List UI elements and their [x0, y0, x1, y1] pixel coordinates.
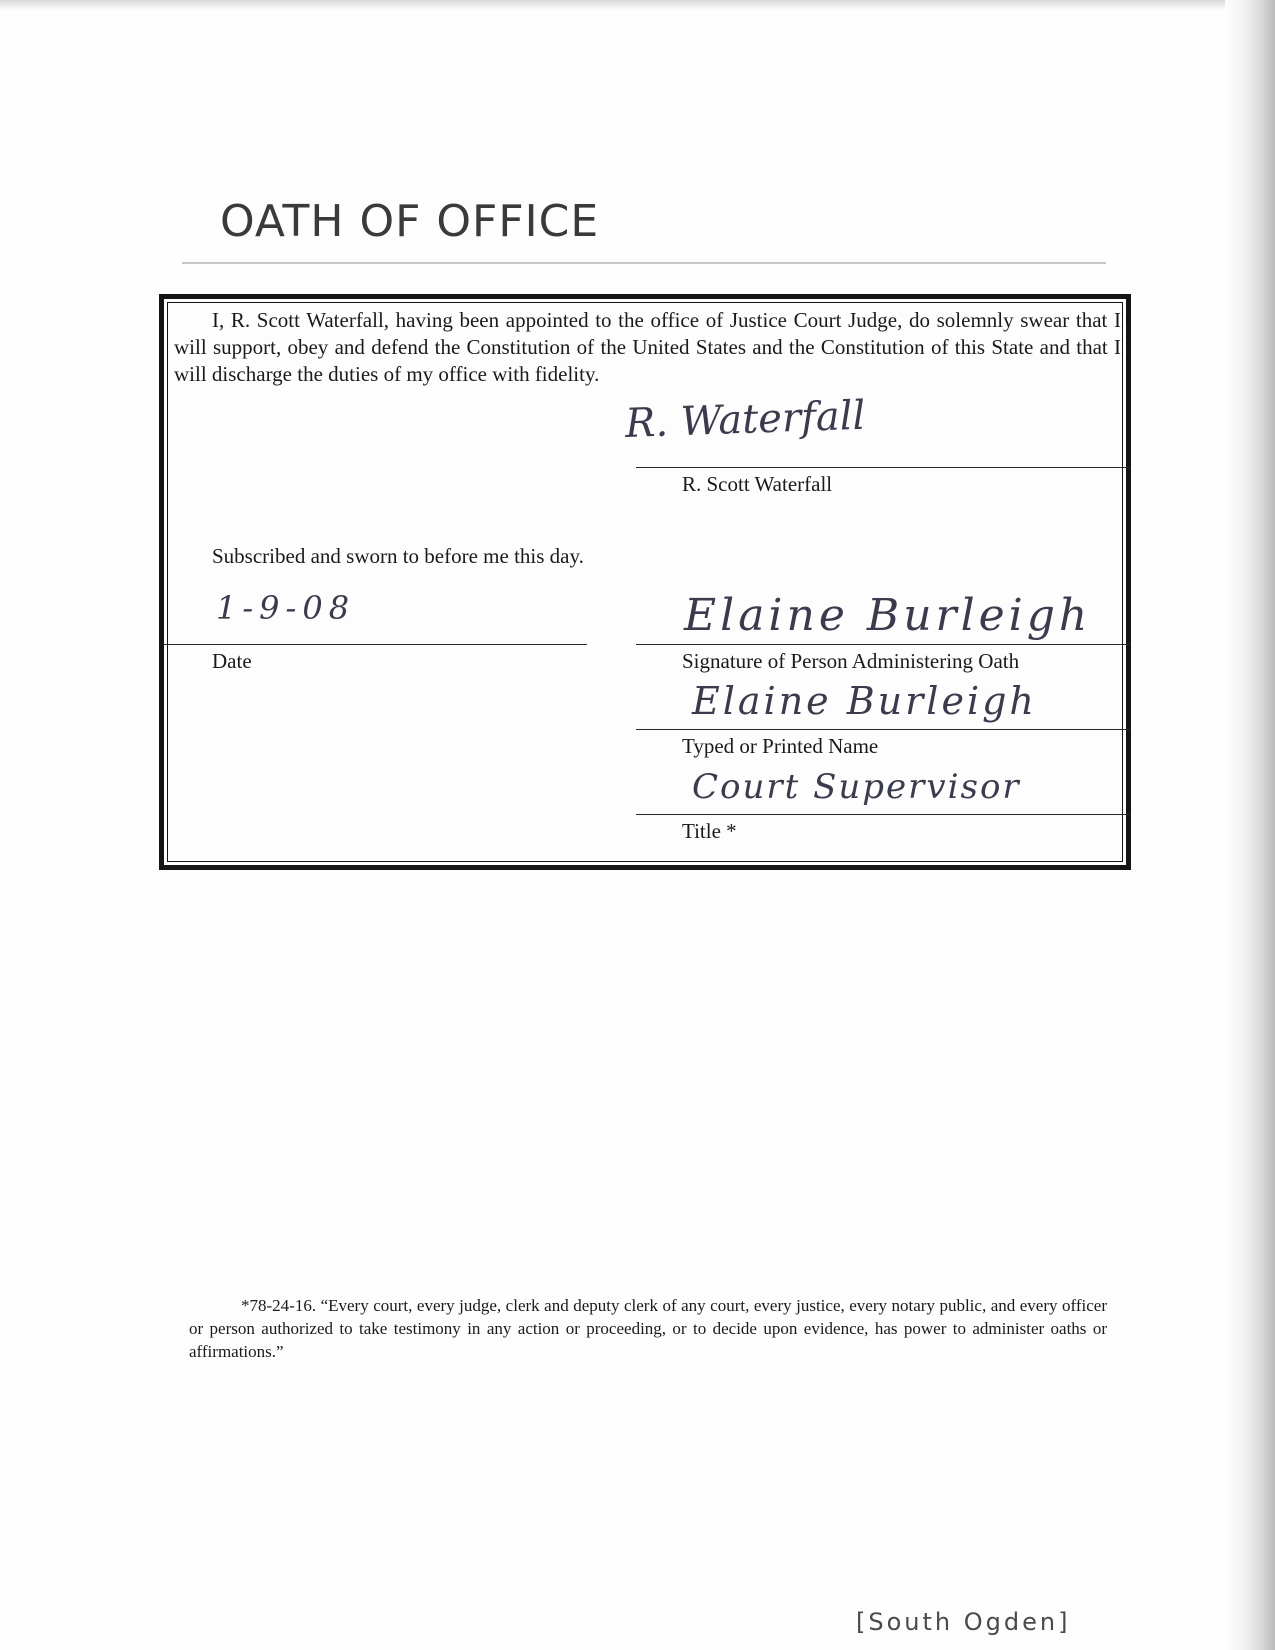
- margin-handwritten-note: [South Ogden]: [856, 1608, 1071, 1636]
- oath-statement: I, R. Scott Waterfall, having been appointed to the office of Justice Court Judge, do solemnly swear that I will support, obey and defend the Constitution of the United States and the Constitution of this State and that I will discharge the duties of my office with fidelity.: [174, 308, 1121, 386]
- administrator-signature-line: [636, 644, 1130, 645]
- title-underline: [182, 262, 1106, 264]
- document-title: OATH OF OFFICE: [220, 196, 600, 247]
- appointee-signature: R. Waterfall: [624, 392, 866, 447]
- statute-footnote: *78-24-16. “Every court, every judge, clerk and deputy clerk of any court, every justice, every notary public, and every officer or person authorized to take testimony in any action or proceeding, or to decide upon evidence, has power to administer oaths or affirmations.”: [189, 1296, 1107, 1361]
- date-line: [164, 644, 587, 645]
- administrator-name-handwritten: Elaine Burleigh: [692, 679, 1037, 723]
- appointee-signature-line: [636, 467, 1130, 468]
- date-label: Date: [212, 649, 252, 673]
- administrator-signature-label: Signature of Person Administering Oath: [682, 649, 1020, 673]
- administrator-title-handwritten: Court Supervisor: [692, 767, 1021, 807]
- scan-edge-right: [1225, 0, 1275, 1650]
- printed-name-label: Typed or Printed Name: [682, 734, 879, 758]
- title-line: [636, 814, 1130, 815]
- date-handwritten: 1-9-08: [216, 589, 356, 627]
- scan-edge-top: [0, 0, 1275, 10]
- administrator-signature: Elaine Burleigh: [684, 590, 1092, 641]
- printed-name-line: [636, 729, 1130, 730]
- title-label: Title *: [682, 819, 737, 843]
- appointee-printed-name: R. Scott Waterfall: [682, 472, 833, 496]
- oath-box: [159, 294, 1131, 870]
- subscribed-text: Subscribed and sworn to before me this day.: [212, 544, 584, 568]
